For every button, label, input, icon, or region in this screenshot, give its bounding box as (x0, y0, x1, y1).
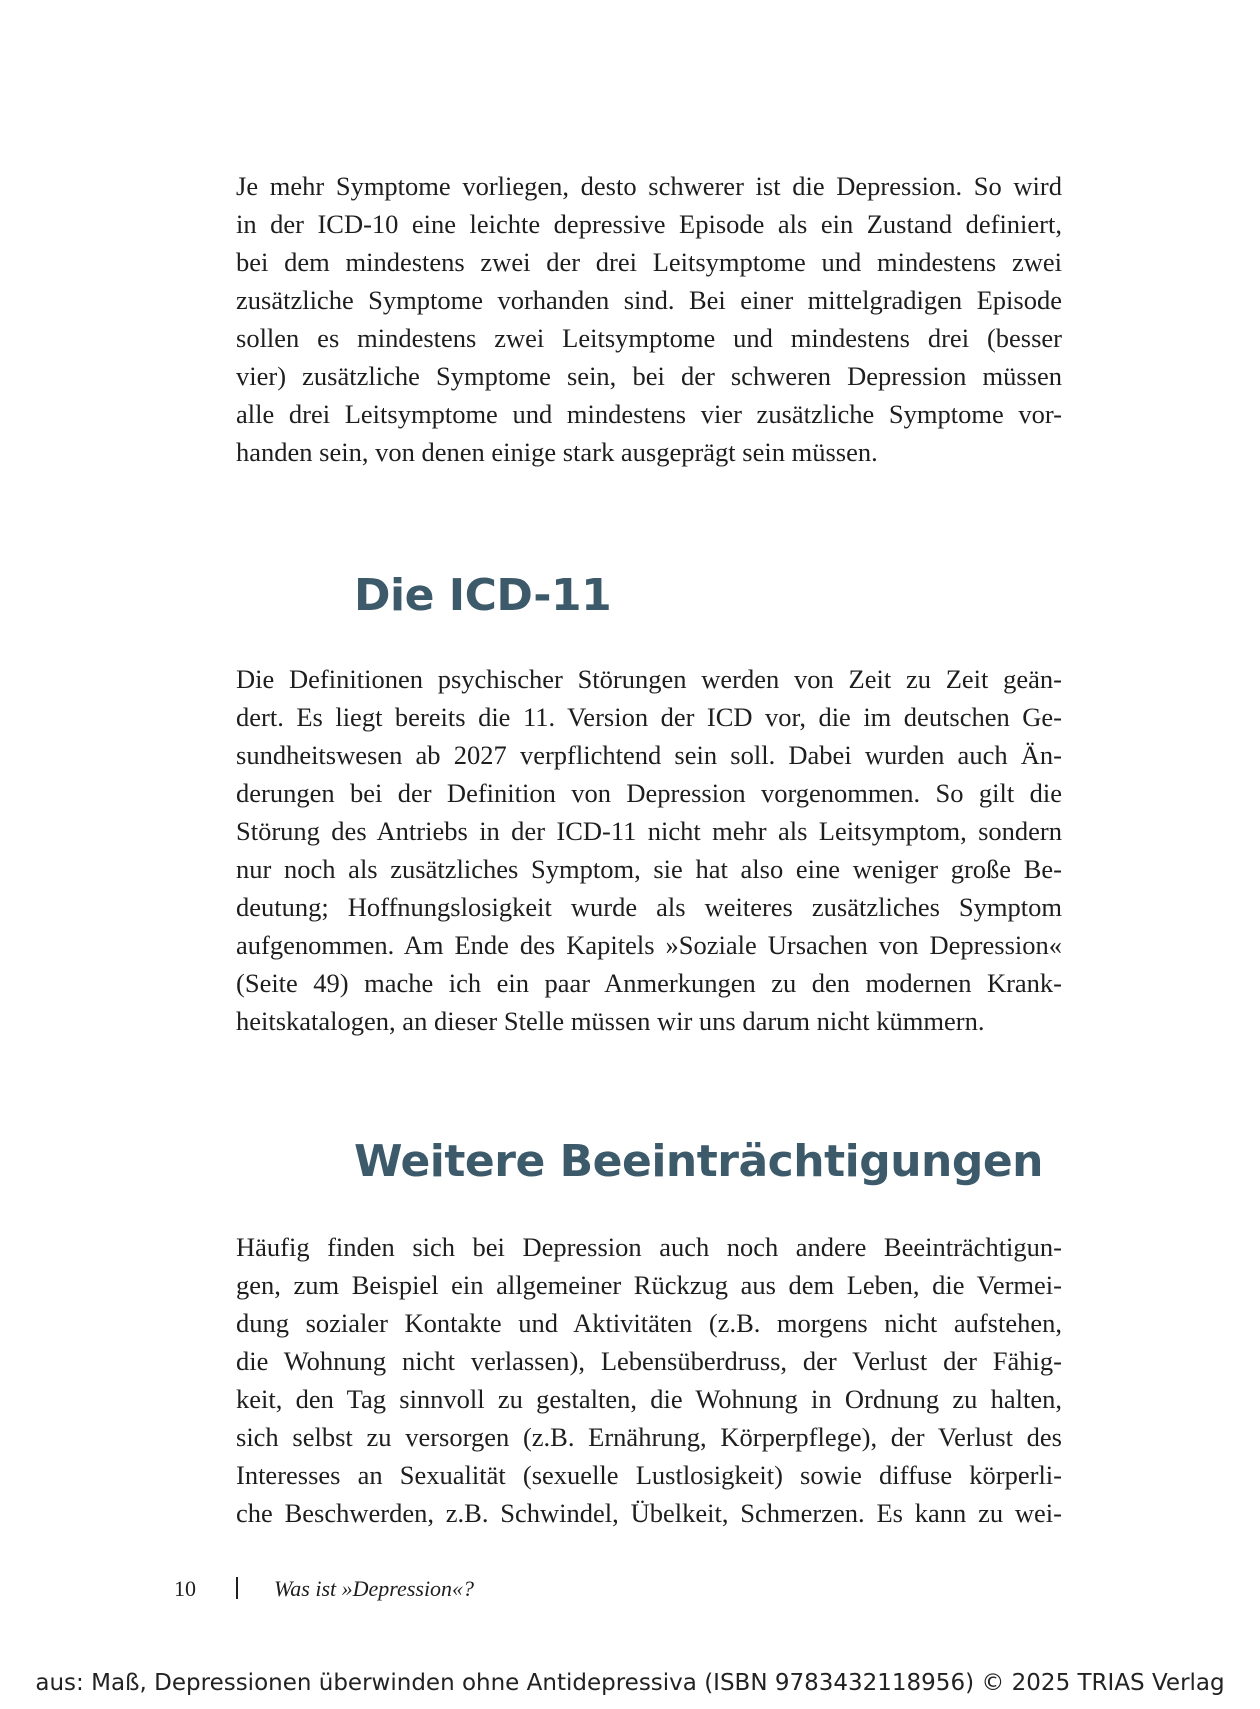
text-line: handen sein, von denen einige stark ausgeprägt sein müssen. (236, 437, 878, 467)
text-line: derungen bei der Definition von Depression vorgenommen. So gilt die (236, 778, 1062, 808)
paragraph-weitere (236, 1228, 1062, 1532)
page-number: 10 (174, 1576, 196, 1601)
text-line: bei dem mindestens zwei der drei Leitsymptome und mindestens zwei (236, 247, 1062, 277)
running-title: Was ist »Depression«? (274, 1576, 475, 1601)
footer-separator (236, 1577, 238, 1599)
text-line: (Seite 49) mache ich ein paar Anmerkungen zu den modernen Krank- (236, 968, 1062, 998)
text-line: sich selbst zu versorgen (z.B. Ernährung, Körperpflege), der Verlust des (236, 1422, 1062, 1452)
section-heading-weitere-beeintraechtigungen: Weitere Beeinträchtigungen (354, 1136, 1044, 1187)
text-line: sollen es mindestens zwei Leitsymptome und mindestens drei (besser (236, 323, 1062, 353)
text-line: dung sozialer Kontakte und Aktivitäten (z.B. morgens nicht aufstehen, (236, 1308, 1062, 1338)
paragraph-icd11 (236, 660, 1062, 1040)
text-line: vier) zusätzliche Symptome sein, bei der schweren Depression müssen (236, 361, 1062, 391)
text-line: in der ICD-10 eine leichte depressive Episode als ein Zustand definiert, (236, 209, 1062, 239)
text-line: heitskatalogen, an dieser Stelle müssen wir uns darum nicht kümmern. (236, 1006, 985, 1036)
text-line: dert. Es liegt bereits die 11. Version der ICD vor, die im deutschen Ge- (236, 702, 1062, 732)
text-line: Je mehr Symptome vorliegen, desto schwerer ist die Depression. So wird (236, 171, 1062, 201)
text-line: deutung; Hoffnungslosigkeit wurde als weiteres zusätzliches Symptom (236, 892, 1062, 922)
text-line: Störung des Antriebs in der ICD-11 nicht mehr als Leitsymptom, sondern (236, 816, 1062, 846)
text-line: aufgenommen. Am Ende des Kapitels »Soziale Ursachen von Depression« (236, 930, 1062, 960)
text-line: nur noch als zusätzliches Symptom, sie hat also eine weniger große Be- (236, 854, 1062, 884)
text-line: che Beschwerden, z.B. Schwindel, Übelkeit, Schmerzen. Es kann zu wei- (236, 1498, 1062, 1528)
paragraph-severity (236, 167, 1062, 471)
text-line: sundheitswesen ab 2027 verpflichtend sein soll. Dabei wurden auch Än- (236, 740, 1062, 770)
text-line: keit, den Tag sinnvoll zu gestalten, die Wohnung in Ordnung zu halten, (236, 1384, 1062, 1414)
text-line: die Wohnung nicht verlassen), Lebensüberdruss, der Verlust der Fähig- (236, 1346, 1062, 1376)
section-heading-icd11: Die ICD-11 (354, 570, 612, 621)
text-line: Häufig finden sich bei Depression auch noch andere Beeinträchtigun- (236, 1232, 1062, 1262)
source-citation: aus: Maß, Depressionen überwinden ohne Antidepressiva (ISBN 9783432118956) © 2025 TRIAS Verlag (35, 1670, 1225, 1696)
text-line: gen, zum Beispiel ein allgemeiner Rückzug aus dem Leben, die Vermei- (236, 1270, 1062, 1300)
text-line: Interesses an Sexualität (sexuelle Lustlosigkeit) sowie diffuse körperli- (236, 1460, 1062, 1490)
text-line: alle drei Leitsymptome und mindestens vier zusätzliche Symptome vor- (236, 399, 1062, 429)
text-line: Die Definitionen psychischer Störungen werden von Zeit zu Zeit geän- (236, 664, 1062, 694)
text-line: zusätzliche Symptome vorhanden sind. Bei einer mittelgradigen Episode (236, 285, 1062, 315)
